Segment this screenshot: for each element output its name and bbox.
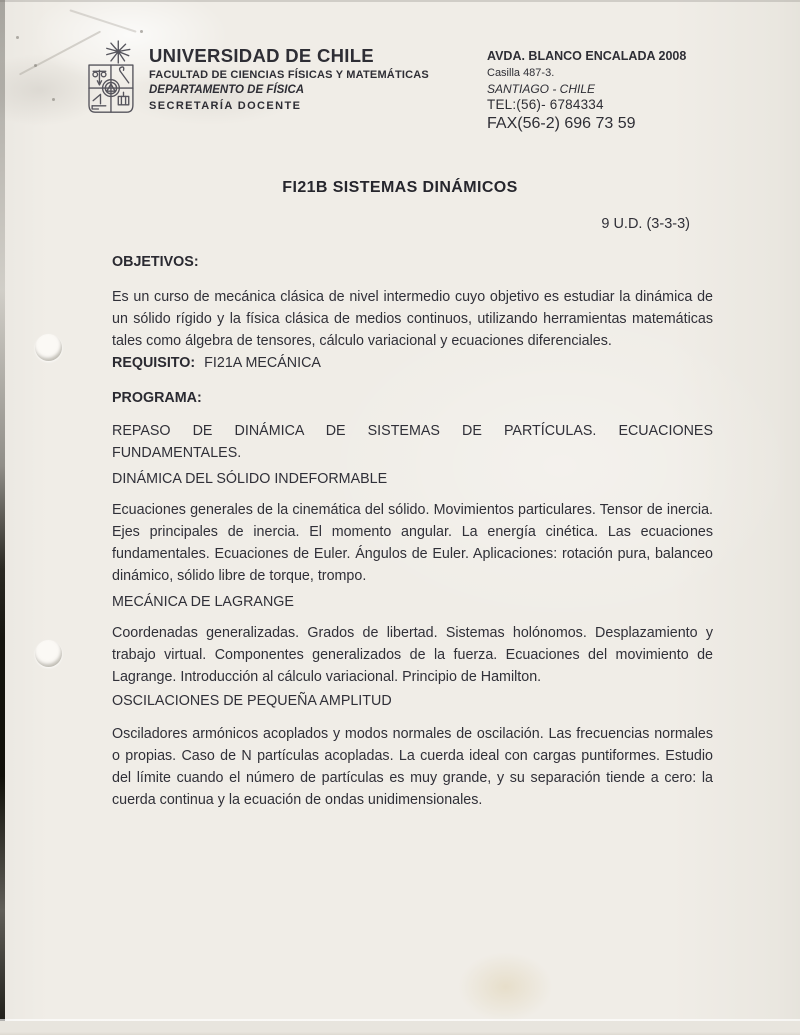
- address-city: SANTIAGO - CHILE: [487, 82, 596, 96]
- department-name: DEPARTAMENTO DE FÍSICA: [149, 84, 305, 96]
- objetivos-heading: OBJETIVOS:: [112, 254, 199, 270]
- course-credits: 9 U.D. (3-3-3): [601, 216, 690, 232]
- topic-paragraph-solido: Ecuaciones generales de la cinemática del sólido. Movimientos particulares. Tensor de inercia. Ejes principales de inercia. El momento angular. La energía cinética. Las ecuaciones fundamentales. Ecuaciones de Euler. Ángulos de Euler. Aplicaciones: rotación pura, balanceo dinámico, sólido libre de torque, trompo.: [112, 502, 713, 584]
- faculty-name: FACULTAD DE CIENCIAS FÍSICAS Y MATEMÁTICAS: [149, 69, 429, 81]
- university-crest-icon: [84, 40, 140, 132]
- address-po-box: Casilla 487-3.: [487, 67, 555, 79]
- requisito-line: [112, 352, 713, 374]
- office-name: SECRETARÍA DOCENTE: [149, 100, 302, 112]
- requisito-label: REQUISITO:: [112, 355, 196, 371]
- topic-heading-oscilaciones: OSCILACIONES DE PEQUEÑA AMPLITUD: [112, 693, 392, 709]
- syllabus-body: [112, 251, 713, 811]
- address-street: AVDA. BLANCO ENCALADA 2008: [487, 49, 687, 63]
- requisito-value: FI21A MECÁNICA: [204, 355, 321, 371]
- paper-stain: [458, 952, 553, 1022]
- paper-speck: [34, 64, 37, 67]
- topic-heading-lagrange: MECÁNICA DE LAGRANGE: [112, 594, 294, 610]
- address-phone: TEL:(56)- 6784334: [487, 97, 604, 112]
- paper-speck: [16, 36, 19, 39]
- course-title: FI21B SISTEMAS DINÁMICOS: [282, 179, 518, 196]
- paper-speck: [140, 30, 143, 33]
- paper-crease: [69, 9, 136, 33]
- address-fax: FAX(56-2) 696 73 59: [487, 114, 636, 132]
- objetivos-paragraph: Es un curso de mecánica clásica de nivel intermedio cuyo objetivo es estudiar la dinámica de un sólido rígido y la física clásica de medios continuos, utilizando herramientas matemáticas tales como álgebra de tensores, cálculo variacional y ecuaciones diferenciales.: [112, 289, 713, 349]
- paper-speck: [52, 98, 55, 101]
- punch-hole-top: [35, 334, 62, 361]
- topic-paragraph-lagrange: Coordenadas generalizadas. Grados de libertad. Sistemas holónomos. Desplazamiento y trabajo virtual. Componentes generalizados de la fuerza. Ecuaciones del movimiento de Lagrange. Introducción al cálculo variacional. Principio de Hamilton.: [112, 625, 713, 685]
- scan-edge-left: [0, 0, 5, 1035]
- university-name: UNIVERSIDAD DE CHILE: [149, 45, 374, 66]
- topic-heading-solido: DINÁMICA DEL SÓLIDO INDEFORMABLE: [112, 471, 388, 487]
- address-block: [487, 48, 686, 133]
- punch-hole-bottom: [35, 640, 62, 667]
- letterhead: [149, 45, 429, 112]
- programa-intro-paragraph: REPASO DE DINÁMICA DE SISTEMAS DE PARTÍCULAS. ECUACIONES FUNDAMENTALES.: [112, 423, 713, 461]
- scan-edge-top: [0, 0, 800, 2]
- programa-heading: PROGRAMA:: [112, 390, 202, 406]
- scan-edge-bottom: [0, 1019, 800, 1035]
- topic-paragraph-oscilaciones: Osciladores armónicos acoplados y modos normales de oscilación. Las frecuencias normales o propias. Caso de N partículas acopladas. La cuerda ideal con cargas puntiformes. Estudio del límite cuando el número de partículas es muy grande, y su separación tiende a cero: la cuerda continua y la ecuación de ondas unidimensionales.: [112, 726, 713, 808]
